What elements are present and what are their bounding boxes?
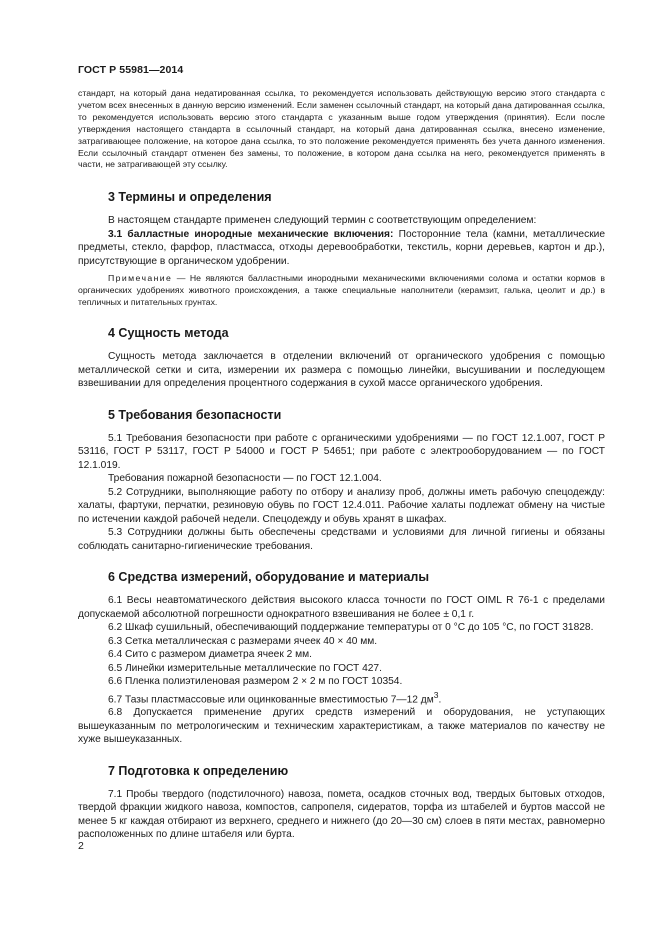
s3-term-paragraph [78, 228, 605, 269]
section-4-title: 4 Сущность метода [108, 326, 229, 341]
s3-note [78, 273, 605, 309]
s4-paragraph-1: Сущность метода заключается в отделении включений от органического удобрения с помощью металлической сетки и сита, измерении их размера с помощью линейки, высушивании и последующем взвешивании для определения процентного содержания в сухой массе органического удобрения. [78, 351, 605, 390]
s5-paragraph-2: Требования пожарной безопасности — по ГОСТ 12.1.004. [108, 473, 382, 485]
document-body [78, 88, 605, 842]
intro-paragraph: стандарт, на который дана недатированная ссылка, то рекомендуется использовать действующую версию этого стандарта с учетом всех внесенных в данную версию изменений. Если заменен ссылочный стандарт, на который дана датированная ссылка, то рекомендуется использовать версию этого стандарта с указанным выше годом утверждения (принятия). Если после утверждения настоящего стандарта в ссылочный стандарт, на который дана датированная ссылка, внесено изменение, затрагивающее положение, на которое дана ссылка, то это положение рекомендуется применять без учета данного изменения. Если ссылочный стандарт отменен без замены, то положение, в котором дана ссылка на него, рекомендуется применять в части, не затрагивающей эту ссылку. [78, 88, 605, 170]
s5-paragraph-4: 5.3 Сотрудники должны быть обеспечены средствами и условиями для личной гигиены и обязаны соблюдать санитарно-гигиенические требования. [78, 527, 605, 552]
s6-item-6-4: 6.4 Сито с размером диаметра ячеек 2 мм. [108, 649, 312, 661]
s5-paragraph-3: 5.2 Сотрудники, выполняющие работу по отбору и анализу проб, должны иметь рабочую спецодежду: халаты, фартуки, перчатки, резиновую обувь по ГОСТ 12.4.011. Рабочие халаты подлежат обмену на чистые по истечении каждой рабочей недели. Спецодежду и обувь хранят в шкафах. [78, 486, 605, 525]
note-text: — Не являются балластными инородными механическими включениями солома и остатки кормов в органических удобрениях животного происхождения, а также специальные наполнители (керамзит, галька, цеолит и др.) в тепличных и питательных грунтах. [78, 273, 605, 308]
s6-item-6-7-end: . [438, 693, 442, 705]
page-header: ГОСТ Р 55981—2014 [78, 64, 184, 76]
superscript-3: 3 [433, 689, 439, 700]
section-7-title: 7 Подготовка к определению [108, 763, 289, 778]
s6-item-6-6: 6.6 Пленка полиэтиленовая размером 2 × 2 м по ГОСТ 10354. [108, 676, 403, 688]
section-6-title: 6 Средства измерений, оборудование и материалы [108, 570, 430, 585]
s7-paragraph-1: 7.1 Пробы твердого (подстилочного) навоза, помета, осадков сточных вод, твердых бытовых отходов, твердой фракции жидкого навоза, компостов, сапропеля, сидератов, торфа из штабелей и буртов массой не менее 5 кг каждая отбирают из верхнего, среднего и нижнего (до 20—30 см) слоев в пяти местах, равномерно расположенных по длине штабеля или бурта. [78, 788, 605, 841]
s5-paragraph-1: 5.1 Требования безопасности при работе с органическими удобрениями — по ГОСТ 12.1.007, ГОСТ Р 53116, ГОСТ Р 53117, ГОСТ Р 54000 и ГОСТ Р 54651; при работе с электрооборудованием — по ГОСТ 12.1.019. [78, 432, 605, 471]
section-3-title: 3 Термины и определения [108, 190, 272, 205]
note-label: Примечание [108, 273, 173, 284]
s3-term: 3.1 балластные инородные механические включения: [108, 228, 394, 240]
s6-item-6-2: 6.2 Шкаф сушильный, обеспечивающий поддержание температуры от 0 °С до 105 °С, по ГОСТ 31828. [108, 622, 594, 634]
s6-item-6-3: 6.3 Сетка металлическая с размерами ячеек 40 × 40 мм. [108, 635, 378, 647]
s6-item-6-1: 6.1 Весы неавтоматического действия высокого класса точности по ГОСТ OIML R 76-1 с пределами допускаемой абсолютной погрешности однократного взвешивания не более ± 0,1 г. [78, 595, 605, 620]
s6-item-6-7 [78, 689, 605, 707]
s3-paragraph-1: В настоящем стандарте применен следующий термин с соответствующим определением: [108, 215, 537, 227]
s6-item-6-7-text: 6.7 Тазы пластмассовые или оцинкованные вместимостью 7—12 дм [108, 693, 434, 705]
s6-item-6-5: 6.5 Линейки измерительные металлические по ГОСТ 427. [108, 662, 382, 674]
page-number: 2 [78, 840, 84, 852]
s6-item-6-8: 6.8 Допускается применение других средств измерений и оборудования, не уступающих вышеуказанным по метрологическим и техническим характеристикам, а также материалов по качеству не хуже вышеуказанных. [78, 707, 605, 746]
section-5-title: 5 Требования безопасности [108, 407, 282, 422]
s3-definition: Посторонние тела (камни, металлические предметы, стекло, фарфор, пластмасса, отходы деревообработки, текстиль, корни деревьев, картон и др.), присутствующие в органическом удобрении. [78, 228, 606, 267]
